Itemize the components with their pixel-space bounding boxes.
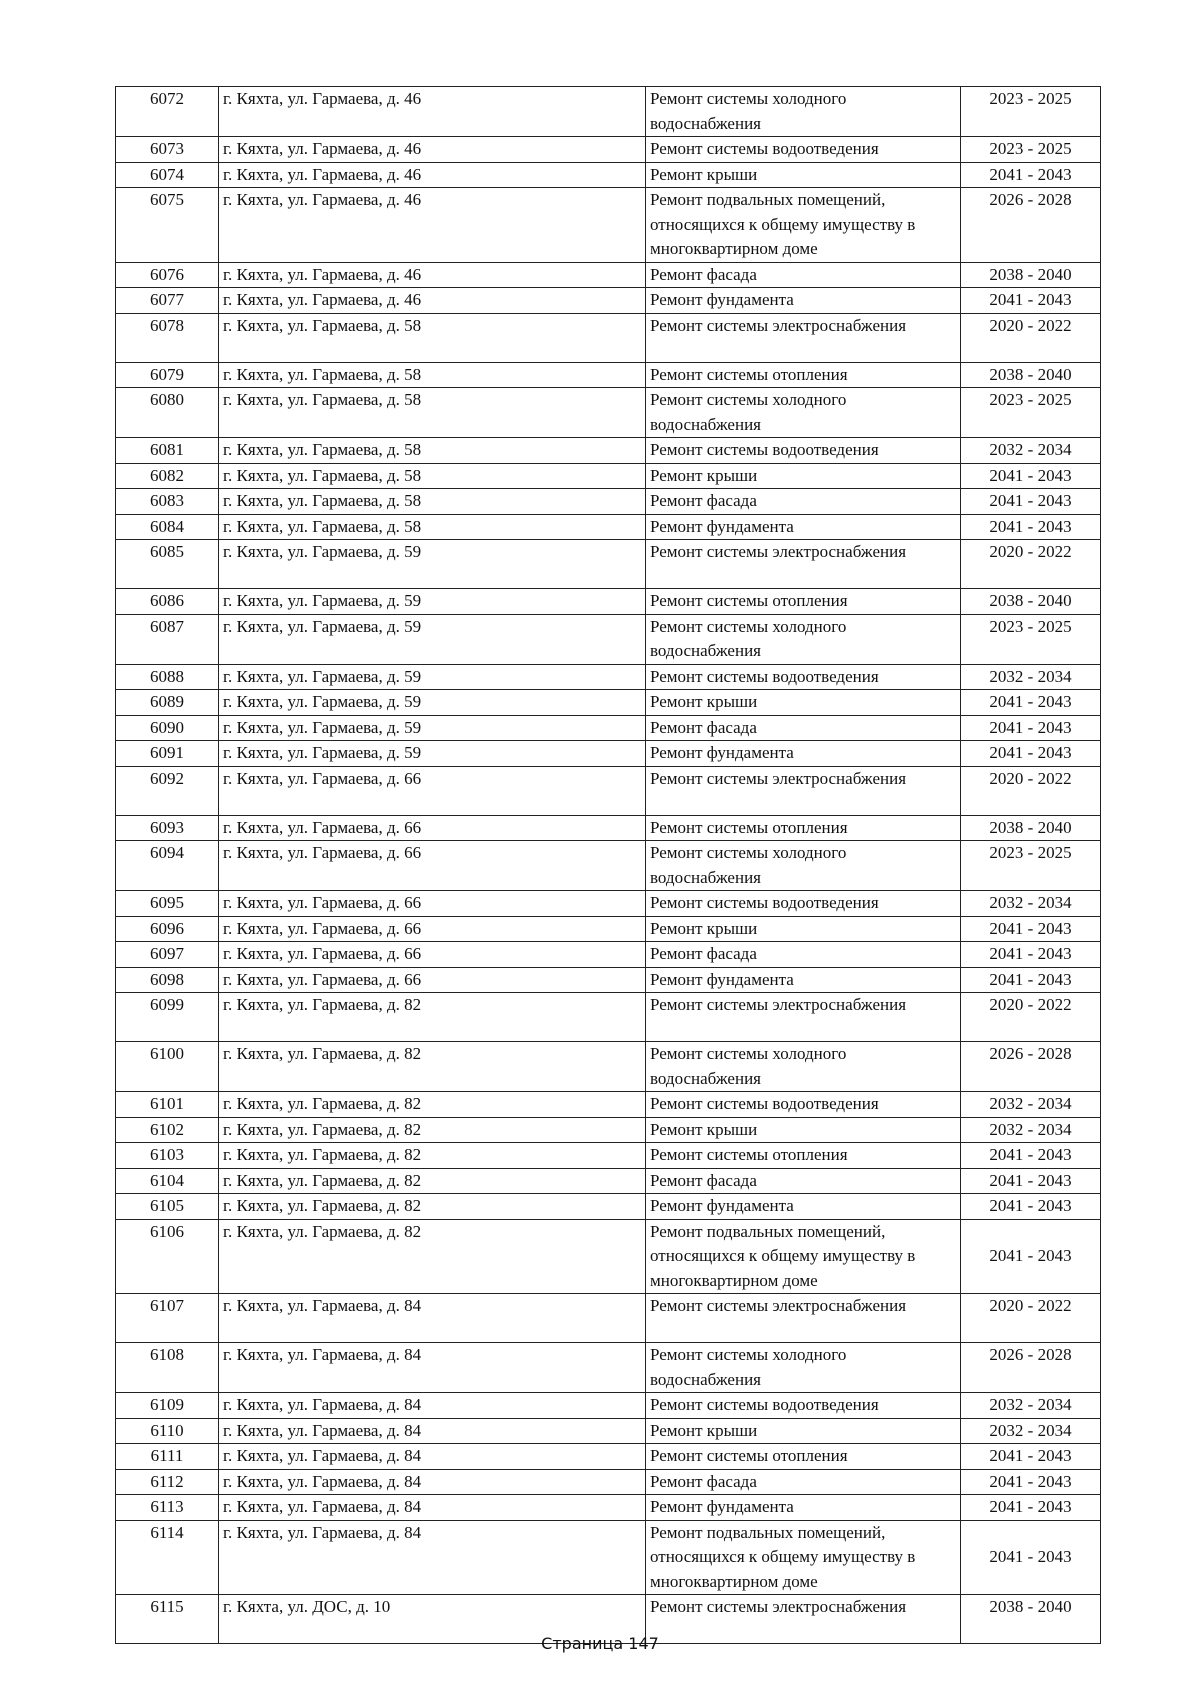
table-row [116, 993, 1101, 1042]
row-number: 6089 [116, 690, 219, 716]
row-work-type: Ремонт фасада [646, 1469, 961, 1495]
row-number: 6109 [116, 1393, 219, 1419]
row-number: 6107 [116, 1294, 219, 1343]
row-number: 6093 [116, 815, 219, 841]
row-period: 2032 - 2034 [961, 1418, 1101, 1444]
row-period: 2041 - 2043 [961, 463, 1101, 489]
table-row [116, 841, 1101, 891]
row-number: 6104 [116, 1168, 219, 1194]
row-number: 6085 [116, 540, 219, 589]
row-address: г. Кяхта, ул. Гармаева, д. 82 [219, 1117, 646, 1143]
row-period: 2023 - 2025 [961, 614, 1101, 664]
row-address: г. Кяхта, ул. Гармаева, д. 84 [219, 1495, 646, 1521]
table-row [116, 1092, 1101, 1118]
table-row [116, 388, 1101, 438]
row-period: 2026 - 2028 [961, 188, 1101, 263]
row-work-type: Ремонт системы водоотведения [646, 137, 961, 163]
row-period: 2026 - 2028 [961, 1042, 1101, 1092]
table-row [116, 162, 1101, 188]
table-row [116, 916, 1101, 942]
row-period: 2023 - 2025 [961, 841, 1101, 891]
table-row [116, 87, 1101, 137]
row-period: 2041 - 2043 [961, 916, 1101, 942]
table-row [116, 288, 1101, 314]
table-row [116, 1294, 1101, 1343]
row-address: г. Кяхта, ул. Гармаева, д. 46 [219, 262, 646, 288]
row-number: 6097 [116, 942, 219, 968]
row-period: 2020 - 2022 [961, 313, 1101, 362]
row-period: 2023 - 2025 [961, 87, 1101, 137]
table-row [116, 1168, 1101, 1194]
row-number: 6074 [116, 162, 219, 188]
row-period: 2032 - 2034 [961, 1393, 1101, 1419]
row-address: г. Кяхта, ул. Гармаева, д. 82 [219, 1143, 646, 1169]
row-period: 2038 - 2040 [961, 589, 1101, 615]
row-address: г. Кяхта, ул. Гармаева, д. 46 [219, 288, 646, 314]
row-work-type: Ремонт фасада [646, 942, 961, 968]
row-number: 6086 [116, 589, 219, 615]
row-work-type: Ремонт фасада [646, 715, 961, 741]
row-address: г. Кяхта, ул. Гармаева, д. 59 [219, 614, 646, 664]
table-row [116, 1495, 1101, 1521]
row-number: 6114 [116, 1520, 219, 1595]
row-period: 2023 - 2025 [961, 388, 1101, 438]
repair-schedule-table [115, 86, 1101, 1644]
row-period: 2041 - 2043 [961, 162, 1101, 188]
row-number: 6073 [116, 137, 219, 163]
row-number: 6075 [116, 188, 219, 263]
row-work-type: Ремонт подвальных помещений, относящихся к общему имуществу в многоквартирном доме [646, 1520, 961, 1595]
row-address: г. Кяхта, ул. Гармаева, д. 82 [219, 1168, 646, 1194]
row-period: 2020 - 2022 [961, 540, 1101, 589]
row-work-type: Ремонт фундамента [646, 1495, 961, 1521]
row-number: 6077 [116, 288, 219, 314]
row-number: 6076 [116, 262, 219, 288]
table-body [116, 87, 1101, 1644]
row-address: г. Кяхта, ул. Гармаева, д. 66 [219, 967, 646, 993]
table-row [116, 589, 1101, 615]
row-work-type: Ремонт системы отопления [646, 589, 961, 615]
row-period: 2038 - 2040 [961, 262, 1101, 288]
row-address: г. Кяхта, ул. Гармаева, д. 82 [219, 993, 646, 1042]
row-address: г. Кяхта, ул. Гармаева, д. 46 [219, 87, 646, 137]
row-period: 2038 - 2040 [961, 362, 1101, 388]
table-row [116, 664, 1101, 690]
row-number: 6105 [116, 1194, 219, 1220]
row-work-type: Ремонт системы холодного водоснабжения [646, 388, 961, 438]
row-work-type: Ремонт системы холодного водоснабжения [646, 841, 961, 891]
row-number: 6110 [116, 1418, 219, 1444]
row-address: г. Кяхта, ул. Гармаева, д. 82 [219, 1042, 646, 1092]
row-period: 2032 - 2034 [961, 438, 1101, 464]
row-address: г. Кяхта, ул. Гармаева, д. 66 [219, 815, 646, 841]
row-period: 2041 - 2043 [961, 489, 1101, 515]
row-number: 6091 [116, 741, 219, 767]
row-period: 2041 - 2043 [961, 1168, 1101, 1194]
table-row [116, 1343, 1101, 1393]
table-row [116, 967, 1101, 993]
row-address: г. Кяхта, ул. Гармаева, д. 82 [219, 1219, 646, 1294]
row-number: 6099 [116, 993, 219, 1042]
row-address: г. Кяхта, ул. Гармаева, д. 82 [219, 1092, 646, 1118]
row-period: 2041 - 2043 [961, 967, 1101, 993]
table-row [116, 766, 1101, 815]
row-period: 2020 - 2022 [961, 1294, 1101, 1343]
row-work-type: Ремонт системы электроснабжения [646, 1595, 961, 1644]
row-number: 6095 [116, 891, 219, 917]
row-number: 6100 [116, 1042, 219, 1092]
row-address: г. Кяхта, ул. Гармаева, д. 66 [219, 891, 646, 917]
row-period: 2038 - 2040 [961, 815, 1101, 841]
row-work-type: Ремонт системы холодного водоснабжения [646, 1343, 961, 1393]
row-period: 2041 - 2043 [961, 741, 1101, 767]
row-number: 6079 [116, 362, 219, 388]
table-row [116, 262, 1101, 288]
row-work-type: Ремонт крыши [646, 162, 961, 188]
row-work-type: Ремонт фасада [646, 262, 961, 288]
row-number: 6113 [116, 1495, 219, 1521]
table-row [116, 891, 1101, 917]
row-address: г. Кяхта, ул. Гармаева, д. 66 [219, 942, 646, 968]
table-row [116, 942, 1101, 968]
row-number: 6108 [116, 1343, 219, 1393]
table-row [116, 1143, 1101, 1169]
row-work-type: Ремонт системы отопления [646, 815, 961, 841]
row-address: г. Кяхта, ул. Гармаева, д. 66 [219, 841, 646, 891]
row-period: 2032 - 2034 [961, 891, 1101, 917]
row-number: 6101 [116, 1092, 219, 1118]
row-number: 6078 [116, 313, 219, 362]
row-address: г. Кяхта, ул. Гармаева, д. 84 [219, 1418, 646, 1444]
row-work-type: Ремонт системы электроснабжения [646, 313, 961, 362]
row-period: 2041 - 2043 [961, 942, 1101, 968]
row-address: г. Кяхта, ул. Гармаева, д. 66 [219, 766, 646, 815]
table-row [116, 540, 1101, 589]
row-number: 6106 [116, 1219, 219, 1294]
row-address: г. Кяхта, ул. Гармаева, д. 58 [219, 463, 646, 489]
row-period: 2041 - 2043 [961, 1194, 1101, 1220]
row-work-type: Ремонт системы отопления [646, 1444, 961, 1470]
row-period: 2032 - 2034 [961, 1092, 1101, 1118]
row-address: г. Кяхта, ул. Гармаева, д. 46 [219, 137, 646, 163]
table-row [116, 1042, 1101, 1092]
table-row [116, 137, 1101, 163]
row-work-type: Ремонт крыши [646, 690, 961, 716]
row-address: г. Кяхта, ул. Гармаева, д. 46 [219, 162, 646, 188]
row-address: г. Кяхта, ул. Гармаева, д. 58 [219, 489, 646, 515]
table-row [116, 715, 1101, 741]
row-number: 6092 [116, 766, 219, 815]
row-address: г. Кяхта, ул. Гармаева, д. 58 [219, 362, 646, 388]
row-period: 2020 - 2022 [961, 766, 1101, 815]
row-number: 6111 [116, 1444, 219, 1470]
row-address: г. Кяхта, ул. Гармаева, д. 82 [219, 1194, 646, 1220]
row-number: 6081 [116, 438, 219, 464]
row-address: г. Кяхта, ул. Гармаева, д. 58 [219, 313, 646, 362]
row-work-type: Ремонт системы водоотведения [646, 1092, 961, 1118]
row-number: 6112 [116, 1469, 219, 1495]
row-address: г. Кяхта, ул. Гармаева, д. 46 [219, 188, 646, 263]
row-address: г. Кяхта, ул. Гармаева, д. 84 [219, 1469, 646, 1495]
table-row [116, 313, 1101, 362]
row-number: 6096 [116, 916, 219, 942]
row-number: 6115 [116, 1595, 219, 1644]
row-number: 6084 [116, 514, 219, 540]
row-work-type: Ремонт системы отопления [646, 1143, 961, 1169]
row-address: г. Кяхта, ул. Гармаева, д. 84 [219, 1520, 646, 1595]
row-work-type: Ремонт фундамента [646, 741, 961, 767]
table-row [116, 1469, 1101, 1495]
row-number: 6072 [116, 87, 219, 137]
row-work-type: Ремонт системы отопления [646, 362, 961, 388]
table-row [116, 614, 1101, 664]
table-row [116, 188, 1101, 263]
row-period: 2020 - 2022 [961, 993, 1101, 1042]
row-period: 2032 - 2034 [961, 664, 1101, 690]
row-work-type: Ремонт фундамента [646, 288, 961, 314]
row-address: г. Кяхта, ул. Гармаева, д. 59 [219, 715, 646, 741]
row-period: 2041 - 2043 [961, 1495, 1101, 1521]
row-period: 2041 - 2043 [961, 1444, 1101, 1470]
page-number: Страница 147 [541, 1634, 659, 1653]
row-work-type: Ремонт крыши [646, 463, 961, 489]
row-number: 6090 [116, 715, 219, 741]
row-address: г. Кяхта, ул. ДОС, д. 10 [219, 1595, 646, 1644]
table-row [116, 1444, 1101, 1470]
row-number: 6082 [116, 463, 219, 489]
row-work-type: Ремонт подвальных помещений, относящихся к общему имуществу в многоквартирном доме [646, 188, 961, 263]
row-work-type: Ремонт системы холодного водоснабжения [646, 1042, 961, 1092]
table-row [116, 362, 1101, 388]
row-period: 2041 - 2043 [961, 1219, 1101, 1294]
table-row [116, 1418, 1101, 1444]
row-number: 6087 [116, 614, 219, 664]
row-period: 2041 - 2043 [961, 690, 1101, 716]
table-row [116, 489, 1101, 515]
table-row [116, 514, 1101, 540]
row-number: 6103 [116, 1143, 219, 1169]
row-address: г. Кяхта, ул. Гармаева, д. 84 [219, 1343, 646, 1393]
row-work-type: Ремонт крыши [646, 1418, 961, 1444]
row-address: г. Кяхта, ул. Гармаева, д. 59 [219, 589, 646, 615]
row-address: г. Кяхта, ул. Гармаева, д. 59 [219, 540, 646, 589]
row-address: г. Кяхта, ул. Гармаева, д. 58 [219, 388, 646, 438]
row-work-type: Ремонт системы электроснабжения [646, 993, 961, 1042]
table-row [116, 1194, 1101, 1220]
row-work-type: Ремонт крыши [646, 916, 961, 942]
row-period: 2023 - 2025 [961, 137, 1101, 163]
row-address: г. Кяхта, ул. Гармаева, д. 58 [219, 438, 646, 464]
table-row [116, 463, 1101, 489]
row-period: 2041 - 2043 [961, 1469, 1101, 1495]
table-row [116, 690, 1101, 716]
row-address: г. Кяхта, ул. Гармаева, д. 59 [219, 690, 646, 716]
row-work-type: Ремонт системы водоотведения [646, 1393, 961, 1419]
row-work-type: Ремонт системы электроснабжения [646, 540, 961, 589]
row-work-type: Ремонт фундамента [646, 1194, 961, 1220]
row-address: г. Кяхта, ул. Гармаева, д. 59 [219, 664, 646, 690]
row-period: 2038 - 2040 [961, 1595, 1101, 1644]
row-work-type: Ремонт системы электроснабжения [646, 1294, 961, 1343]
row-address: г. Кяхта, ул. Гармаева, д. 66 [219, 916, 646, 942]
row-address: г. Кяхта, ул. Гармаева, д. 58 [219, 514, 646, 540]
row-period: 2041 - 2043 [961, 715, 1101, 741]
table-row [116, 1520, 1101, 1595]
row-work-type: Ремонт системы водоотведения [646, 438, 961, 464]
row-period: 2041 - 2043 [961, 288, 1101, 314]
row-work-type: Ремонт крыши [646, 1117, 961, 1143]
row-work-type: Ремонт подвальных помещений, относящихся к общему имуществу в многоквартирном доме [646, 1219, 961, 1294]
row-work-type: Ремонт фундамента [646, 967, 961, 993]
row-work-type: Ремонт системы водоотведения [646, 891, 961, 917]
row-period: 2026 - 2028 [961, 1343, 1101, 1393]
table-row [116, 1393, 1101, 1419]
row-number: 6098 [116, 967, 219, 993]
table-row [116, 1219, 1101, 1294]
row-work-type: Ремонт системы водоотведения [646, 664, 961, 690]
table-row [116, 815, 1101, 841]
row-work-type: Ремонт системы холодного водоснабжения [646, 87, 961, 137]
table-row [116, 438, 1101, 464]
row-work-type: Ремонт системы электроснабжения [646, 766, 961, 815]
table-row [116, 741, 1101, 767]
row-period: 2041 - 2043 [961, 1520, 1101, 1595]
row-number: 6094 [116, 841, 219, 891]
row-number: 6088 [116, 664, 219, 690]
row-address: г. Кяхта, ул. Гармаева, д. 84 [219, 1444, 646, 1470]
table-row [116, 1117, 1101, 1143]
row-number: 6083 [116, 489, 219, 515]
row-address: г. Кяхта, ул. Гармаева, д. 59 [219, 741, 646, 767]
row-number: 6102 [116, 1117, 219, 1143]
row-period: 2041 - 2043 [961, 514, 1101, 540]
row-period: 2032 - 2034 [961, 1117, 1101, 1143]
row-address: г. Кяхта, ул. Гармаева, д. 84 [219, 1294, 646, 1343]
row-work-type: Ремонт фундамента [646, 514, 961, 540]
row-number: 6080 [116, 388, 219, 438]
row-work-type: Ремонт фасада [646, 489, 961, 515]
row-period: 2041 - 2043 [961, 1143, 1101, 1169]
row-work-type: Ремонт фасада [646, 1168, 961, 1194]
row-work-type: Ремонт системы холодного водоснабжения [646, 614, 961, 664]
row-address: г. Кяхта, ул. Гармаева, д. 84 [219, 1393, 646, 1419]
